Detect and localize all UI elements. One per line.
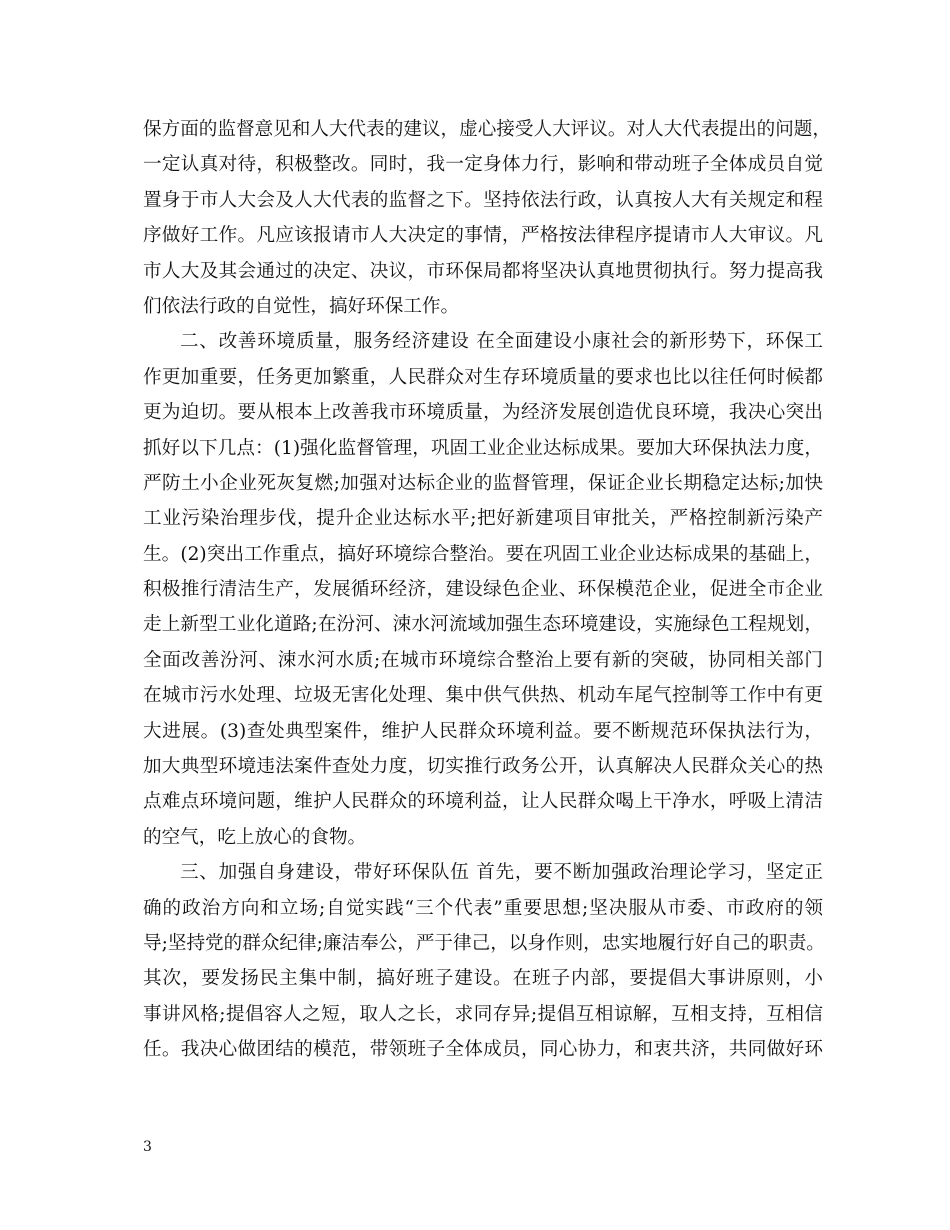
text-line: 点难点环境问题，维护人民群众的环境利益，让人民群众喝上干净水，呼吸上清洁 [143, 791, 823, 813]
text-line: 工业污染治理步伐，提升企业达标水平;把好新建项目审批关，严格控制新污染产 [143, 508, 823, 530]
text-line: 市人大及其会通过的决定、决议，市环保局都将坚决认真地贯彻执行。努力提高我 [143, 260, 823, 282]
text-line: 确的政治方向和立场;自觉实践“三个代表”重要思想;坚决服从市委、市政府的领 [143, 897, 823, 919]
paragraph-heading-line: 二、改善环境质量，服务经济建设 在全面建设小康社会的新形势下，环保工 [180, 331, 823, 353]
text-line: 导;坚持党的群众纪律;廉洁奉公，严于律己，以身作则，忠实地履行好自己的职责。 [143, 932, 825, 954]
page-number: 3 [143, 1139, 152, 1155]
text-line: 一定认真对待，积极整改。同时，我一定身体力行，影响和带动班子全体成员自觉 [143, 154, 823, 176]
text-line: 全面改善汾河、涑水河水质;在城市环境综合整治上要有新的突破，协同相关部门 [143, 649, 823, 671]
text-line: 积极推行清洁生产，发展循环经济，建设绿色企业、环保模范企业，促进全市企业 [143, 579, 823, 601]
body-text [143, 112, 831, 1068]
text-line: 其次，要发扬民主集中制，搞好班子建设。在班子内部，要提倡大事讲原则，小 [143, 968, 823, 990]
text-line: 的空气，吃上放心的食物。 [143, 826, 367, 848]
text-line: 保方面的监督意见和人大代表的建议，虚心接受人大评议。对人大代表提出的问题， [143, 119, 831, 140]
text-line: 更为迫切。要从根本上改善我市环境质量，为经济发展创造优良环境，我决心突出 [143, 402, 823, 424]
text-line: 走上新型工业化道路;在汾河、涑水河流域加强生态环境建设，实施绿色工程规划， [143, 614, 823, 636]
text-line: 序做好工作。凡应该报请市人大决定的事情，严格按法律程序提请市人大审议。凡 [143, 225, 823, 247]
text-line: 抓好以下几点：(1)强化监督管理，巩固工业企业达标成果。要加大环保执法力度， [143, 437, 823, 459]
text-line: 大进展。(3)查处典型案件，维护人民群众环境利益。要不断规范环保执法行为， [143, 720, 823, 742]
text-line: 加大典型环境违法案件查处力度，切实推行政务公开，认真解决人民群众关心的热 [143, 756, 823, 778]
text-line: 在城市污水处理、垃圾无害化处理、集中供气供热、机动车尾气控制等工作中有更 [143, 685, 823, 707]
text-line: 事讲风格;提倡容人之短，取人之长，求同存异;提倡互相谅解，互相支持，互相信 [143, 1003, 823, 1025]
text-line: 置身于市人大会及人大代表的监督之下。坚持依法行政，认真按人大有关规定和程 [143, 189, 823, 211]
text-line: 们依法行政的自觉性，搞好环保工作。 [143, 295, 460, 317]
text-line: 严防土小企业死灰复燃;加强对达标企业的监督管理，保证企业长期稳定达标;加快 [143, 472, 823, 494]
text-line: 生。(2)突出工作重点，搞好环境综合整治。要在巩固工业企业达标成果的基础上， [143, 543, 823, 565]
text-line: 作更加重要，任务更加繁重，人民群众对生存环境质量的要求也比以往任何时候都 [143, 366, 823, 388]
paragraph-heading-line: 三、加强自身建设，带好环保队伍 首先，要不断加强政治理论学习，坚定正 [180, 862, 823, 884]
text-line: 任。我决心做团结的模范，带领班子全体成员，同心协力，和衷共济，共同做好环 [143, 1039, 823, 1061]
